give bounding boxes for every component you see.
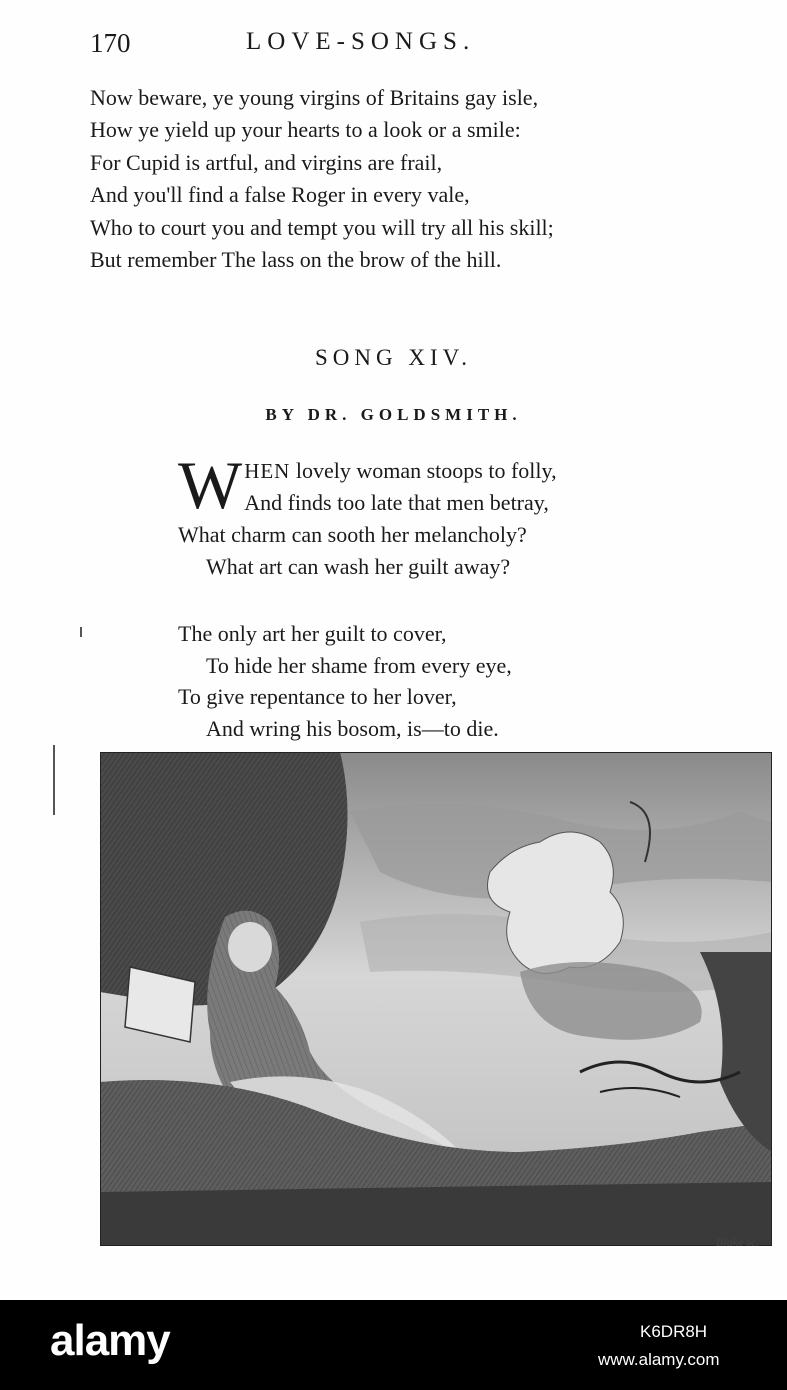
song-byline: BY DR. GOLDSMITH.	[265, 405, 522, 424]
alamy-logo: alamy	[50, 1316, 170, 1365]
verse-line: Who to court you and tempt you will try all his skill;	[90, 214, 554, 240]
running-head: LOVE-SONGS.	[246, 28, 476, 55]
site-url: www.alamy.com	[598, 1350, 720, 1369]
verse-line: And you'll find a false Roger in every vale,	[90, 182, 470, 208]
verse-line: The only art her guilt to cover,	[178, 621, 447, 646]
poem-stanza-2	[178, 618, 512, 744]
drop-cap: W	[178, 447, 243, 523]
page-number: 170	[90, 28, 131, 58]
margin-mark	[53, 745, 55, 815]
verse-line-text: lovely woman stoops to folly,	[290, 458, 557, 483]
verse-line: For Cupid is artful, and virgins are frail,	[90, 149, 443, 175]
verse-line: And finds too late that men betray,	[244, 490, 549, 515]
verse-line: Now beware, ye young virgins of Britains gay isle,	[90, 85, 539, 110]
verse-line: To give repentance to her lover,	[178, 684, 457, 709]
image-id: K6DR8H	[640, 1322, 708, 1341]
engraver-signature: Blake sc.	[716, 1235, 760, 1249]
margin-mark	[80, 627, 82, 637]
poem-stanza-1	[178, 447, 557, 583]
first-word-small-caps: HEN	[244, 459, 291, 483]
verse-line: And wring his bosom, is—to die.	[206, 715, 499, 741]
verse-line: But remember The lass on the brow of the hill.	[90, 247, 502, 273]
song-title: SONG XIV.	[314, 345, 473, 370]
verse-line: How ye yield up your hearts to a look or a smile:	[90, 117, 521, 143]
engraving-illustration	[100, 752, 772, 1246]
closing-stanza	[90, 82, 554, 276]
verse-line: To hide her shame from every eye,	[206, 652, 512, 678]
verse-line: What charm can sooth her melancholy?	[178, 522, 527, 547]
verse-line: What art can wash her guilt away?	[206, 554, 511, 579]
